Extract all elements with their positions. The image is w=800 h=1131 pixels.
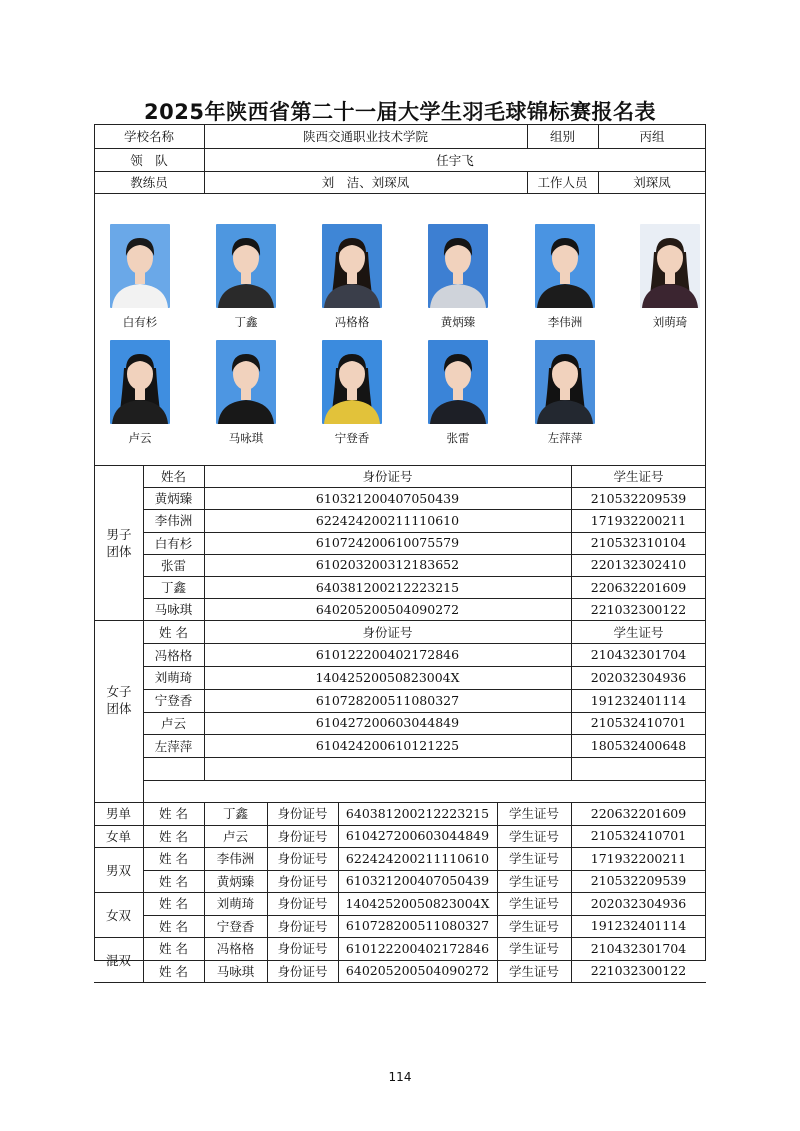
event-student-label: 学生证号	[508, 896, 559, 912]
player-photo-caption: 冯格格	[334, 315, 370, 329]
event-player-student: 191232401114	[590, 918, 687, 934]
staff-value: 刘琛凤	[633, 175, 671, 190]
event-player-student: 221032300122	[590, 963, 687, 979]
event-player-name: 冯格格	[216, 941, 255, 957]
event-player-student: 202032304936	[590, 895, 687, 911]
men-row-id: 610321200407050439	[315, 490, 460, 506]
men-row-student: 210532209539	[590, 490, 687, 506]
event-type-label: 混双	[105, 952, 131, 968]
player-photo-caption: 李伟洲	[547, 315, 583, 329]
women-row-id: 610424200610121225	[315, 738, 460, 754]
men-col-name: 姓名	[160, 469, 186, 485]
player-photo	[216, 340, 276, 424]
men-col-id: 身份证号	[362, 469, 413, 485]
event-player-student: 210532209539	[590, 873, 687, 889]
page-title: 2025年陕西省第二十一届大学生羽毛球锦标赛报名表	[144, 100, 656, 124]
table-rule	[204, 802, 205, 982]
men-row-student: 220632201609	[590, 579, 687, 595]
player-photo-caption: 刘萌琦	[652, 315, 688, 329]
women-col-name: 姓 名	[159, 624, 188, 640]
event-name-label: 姓 名	[159, 806, 188, 822]
event-name-label: 姓 名	[159, 918, 188, 934]
men-row-id: 640205200504090272	[315, 601, 460, 617]
event-name-label: 姓 名	[159, 963, 188, 979]
player-photo-caption: 宁登香	[334, 431, 370, 445]
table-rule	[143, 802, 144, 982]
event-student-label: 学生证号	[508, 828, 559, 844]
women-row-student: 210432301704	[590, 647, 687, 663]
women-row-name: 刘萌琦	[154, 670, 193, 686]
event-student-label: 学生证号	[508, 873, 559, 889]
women-team-label: 女子团体	[106, 684, 132, 717]
leader-value: 任宇飞	[436, 152, 474, 168]
player-photo-caption: 张雷	[446, 431, 470, 445]
group-label: 组别	[549, 129, 575, 144]
event-player-id: 610427200603044849	[345, 828, 490, 844]
women-row-name: 冯格格	[154, 647, 193, 663]
men-row-id: 640381200212223215	[315, 579, 460, 595]
player-photo-caption: 左萍萍	[547, 431, 583, 445]
women-row-student: 210532410701	[590, 715, 687, 731]
event-id-label: 身份证号	[277, 963, 328, 979]
event-player-name: 宁登香	[216, 918, 255, 934]
player-photo-caption: 卢云	[128, 431, 152, 445]
event-student-label: 学生证号	[508, 806, 559, 822]
event-student-label: 学生证号	[508, 963, 559, 979]
event-student-label: 学生证号	[508, 851, 559, 867]
men-row-student: 210532310104	[590, 535, 687, 551]
event-type-label: 女单	[105, 828, 131, 844]
event-id-label: 身份证号	[277, 896, 328, 912]
men-row-student: 221032300122	[590, 601, 687, 617]
player-photo-caption: 丁鑫	[234, 315, 258, 329]
player-photo-caption: 马咏琪	[228, 431, 264, 445]
event-name-label: 姓 名	[159, 873, 188, 889]
women-row-student: 191232401114	[590, 692, 687, 708]
event-id-label: 身份证号	[277, 873, 328, 889]
event-player-name: 卢云	[222, 828, 248, 844]
event-player-student: 210432301704	[590, 940, 687, 956]
event-type-label: 男双	[105, 862, 131, 878]
coach-label: 教练员	[130, 175, 168, 190]
player-photo	[428, 224, 488, 308]
men-team-label: 男子团体	[106, 526, 132, 559]
women-col-id: 身份证号	[362, 624, 413, 640]
women-col-student: 学生证号	[613, 624, 664, 640]
men-col-student: 学生证号	[613, 469, 664, 485]
event-student-label: 学生证号	[508, 918, 559, 934]
women-row-id: 610427200603044849	[315, 715, 460, 731]
player-photo	[322, 340, 382, 424]
table-rule	[571, 802, 572, 982]
event-name-label: 姓 名	[159, 896, 188, 912]
table-rule	[338, 802, 339, 982]
player-photo-caption: 白有杉	[122, 315, 158, 329]
women-row-id: 610728200511080327	[315, 692, 460, 708]
player-photo	[110, 340, 170, 424]
player-photo	[110, 224, 170, 308]
men-row-id: 622424200211110610	[315, 512, 460, 528]
men-row-name: 丁鑫	[160, 580, 186, 596]
event-type-label: 女双	[105, 907, 131, 923]
event-player-id: 640205200504090272	[345, 963, 490, 979]
event-id-label: 身份证号	[277, 828, 328, 844]
men-row-student: 171932200211	[590, 512, 687, 528]
event-name-label: 姓 名	[159, 941, 188, 957]
player-photo	[535, 340, 595, 424]
event-player-student: 220632201609	[590, 805, 687, 821]
event-player-student: 210532410701	[590, 828, 687, 844]
table-rule	[143, 780, 706, 781]
men-row-student: 220132302410	[590, 557, 687, 573]
player-photo	[535, 224, 595, 308]
event-player-name: 刘萌琦	[216, 896, 255, 912]
women-row-name: 卢云	[160, 715, 186, 731]
table-rule	[94, 982, 706, 983]
page-number: 114	[388, 1070, 412, 1084]
women-row-id: 610122200402172846	[315, 647, 460, 663]
event-student-label: 学生证号	[508, 941, 559, 957]
event-player-name: 马咏琪	[216, 963, 255, 979]
event-type-label: 男单	[105, 806, 131, 822]
men-row-name: 李伟洲	[154, 513, 193, 529]
event-id-label: 身份证号	[277, 806, 328, 822]
women-row-student: 202032304936	[590, 669, 687, 685]
event-player-id: 610728200511080327	[345, 918, 490, 934]
event-name-label: 姓 名	[159, 828, 188, 844]
event-id-label: 身份证号	[277, 941, 328, 957]
group-value: 丙组	[639, 129, 665, 144]
event-player-id: 622424200211110610	[345, 850, 490, 866]
event-player-student: 171932200211	[590, 850, 687, 866]
coach-value: 刘 洁、刘琛凤	[321, 175, 410, 190]
event-player-name: 李伟洲	[216, 851, 255, 867]
women-row-student: 180532400648	[590, 738, 687, 754]
table-rule	[94, 193, 706, 194]
leader-label: 领 队	[130, 152, 168, 168]
women-row-id: 14042520050823004X	[315, 669, 460, 685]
women-row-name: 宁登香	[154, 693, 193, 709]
school-value: 陕西交通职业技术学院	[302, 129, 428, 144]
event-player-id: 640381200212223215	[345, 805, 490, 821]
player-photo-caption: 黄炳臻	[440, 315, 476, 329]
staff-label: 工作人员	[537, 175, 588, 190]
event-player-name: 丁鑫	[222, 806, 248, 822]
event-id-label: 身份证号	[277, 918, 328, 934]
event-player-id: 14042520050823004X	[345, 895, 490, 911]
table-rule	[143, 757, 706, 758]
men-row-id: 610203200312183652	[315, 557, 460, 573]
men-row-name: 白有杉	[154, 535, 193, 551]
event-player-id: 610321200407050439	[345, 873, 490, 889]
school-label: 学校名称	[123, 129, 174, 144]
player-photo	[216, 224, 276, 308]
event-id-label: 身份证号	[277, 851, 328, 867]
player-photo	[322, 224, 382, 308]
table-rule	[267, 802, 268, 982]
women-row-name: 左萍萍	[154, 738, 193, 754]
men-row-name: 张雷	[160, 557, 186, 573]
men-row-name: 黄炳臻	[154, 491, 193, 507]
men-row-name: 马咏琪	[154, 602, 193, 618]
table-rule	[497, 802, 498, 982]
event-player-id: 610122200402172846	[345, 940, 490, 956]
event-player-name: 黄炳臻	[216, 873, 255, 889]
men-row-id: 610724200610075579	[315, 535, 460, 551]
player-photo	[640, 224, 700, 308]
player-photo	[428, 340, 488, 424]
event-name-label: 姓 名	[159, 851, 188, 867]
